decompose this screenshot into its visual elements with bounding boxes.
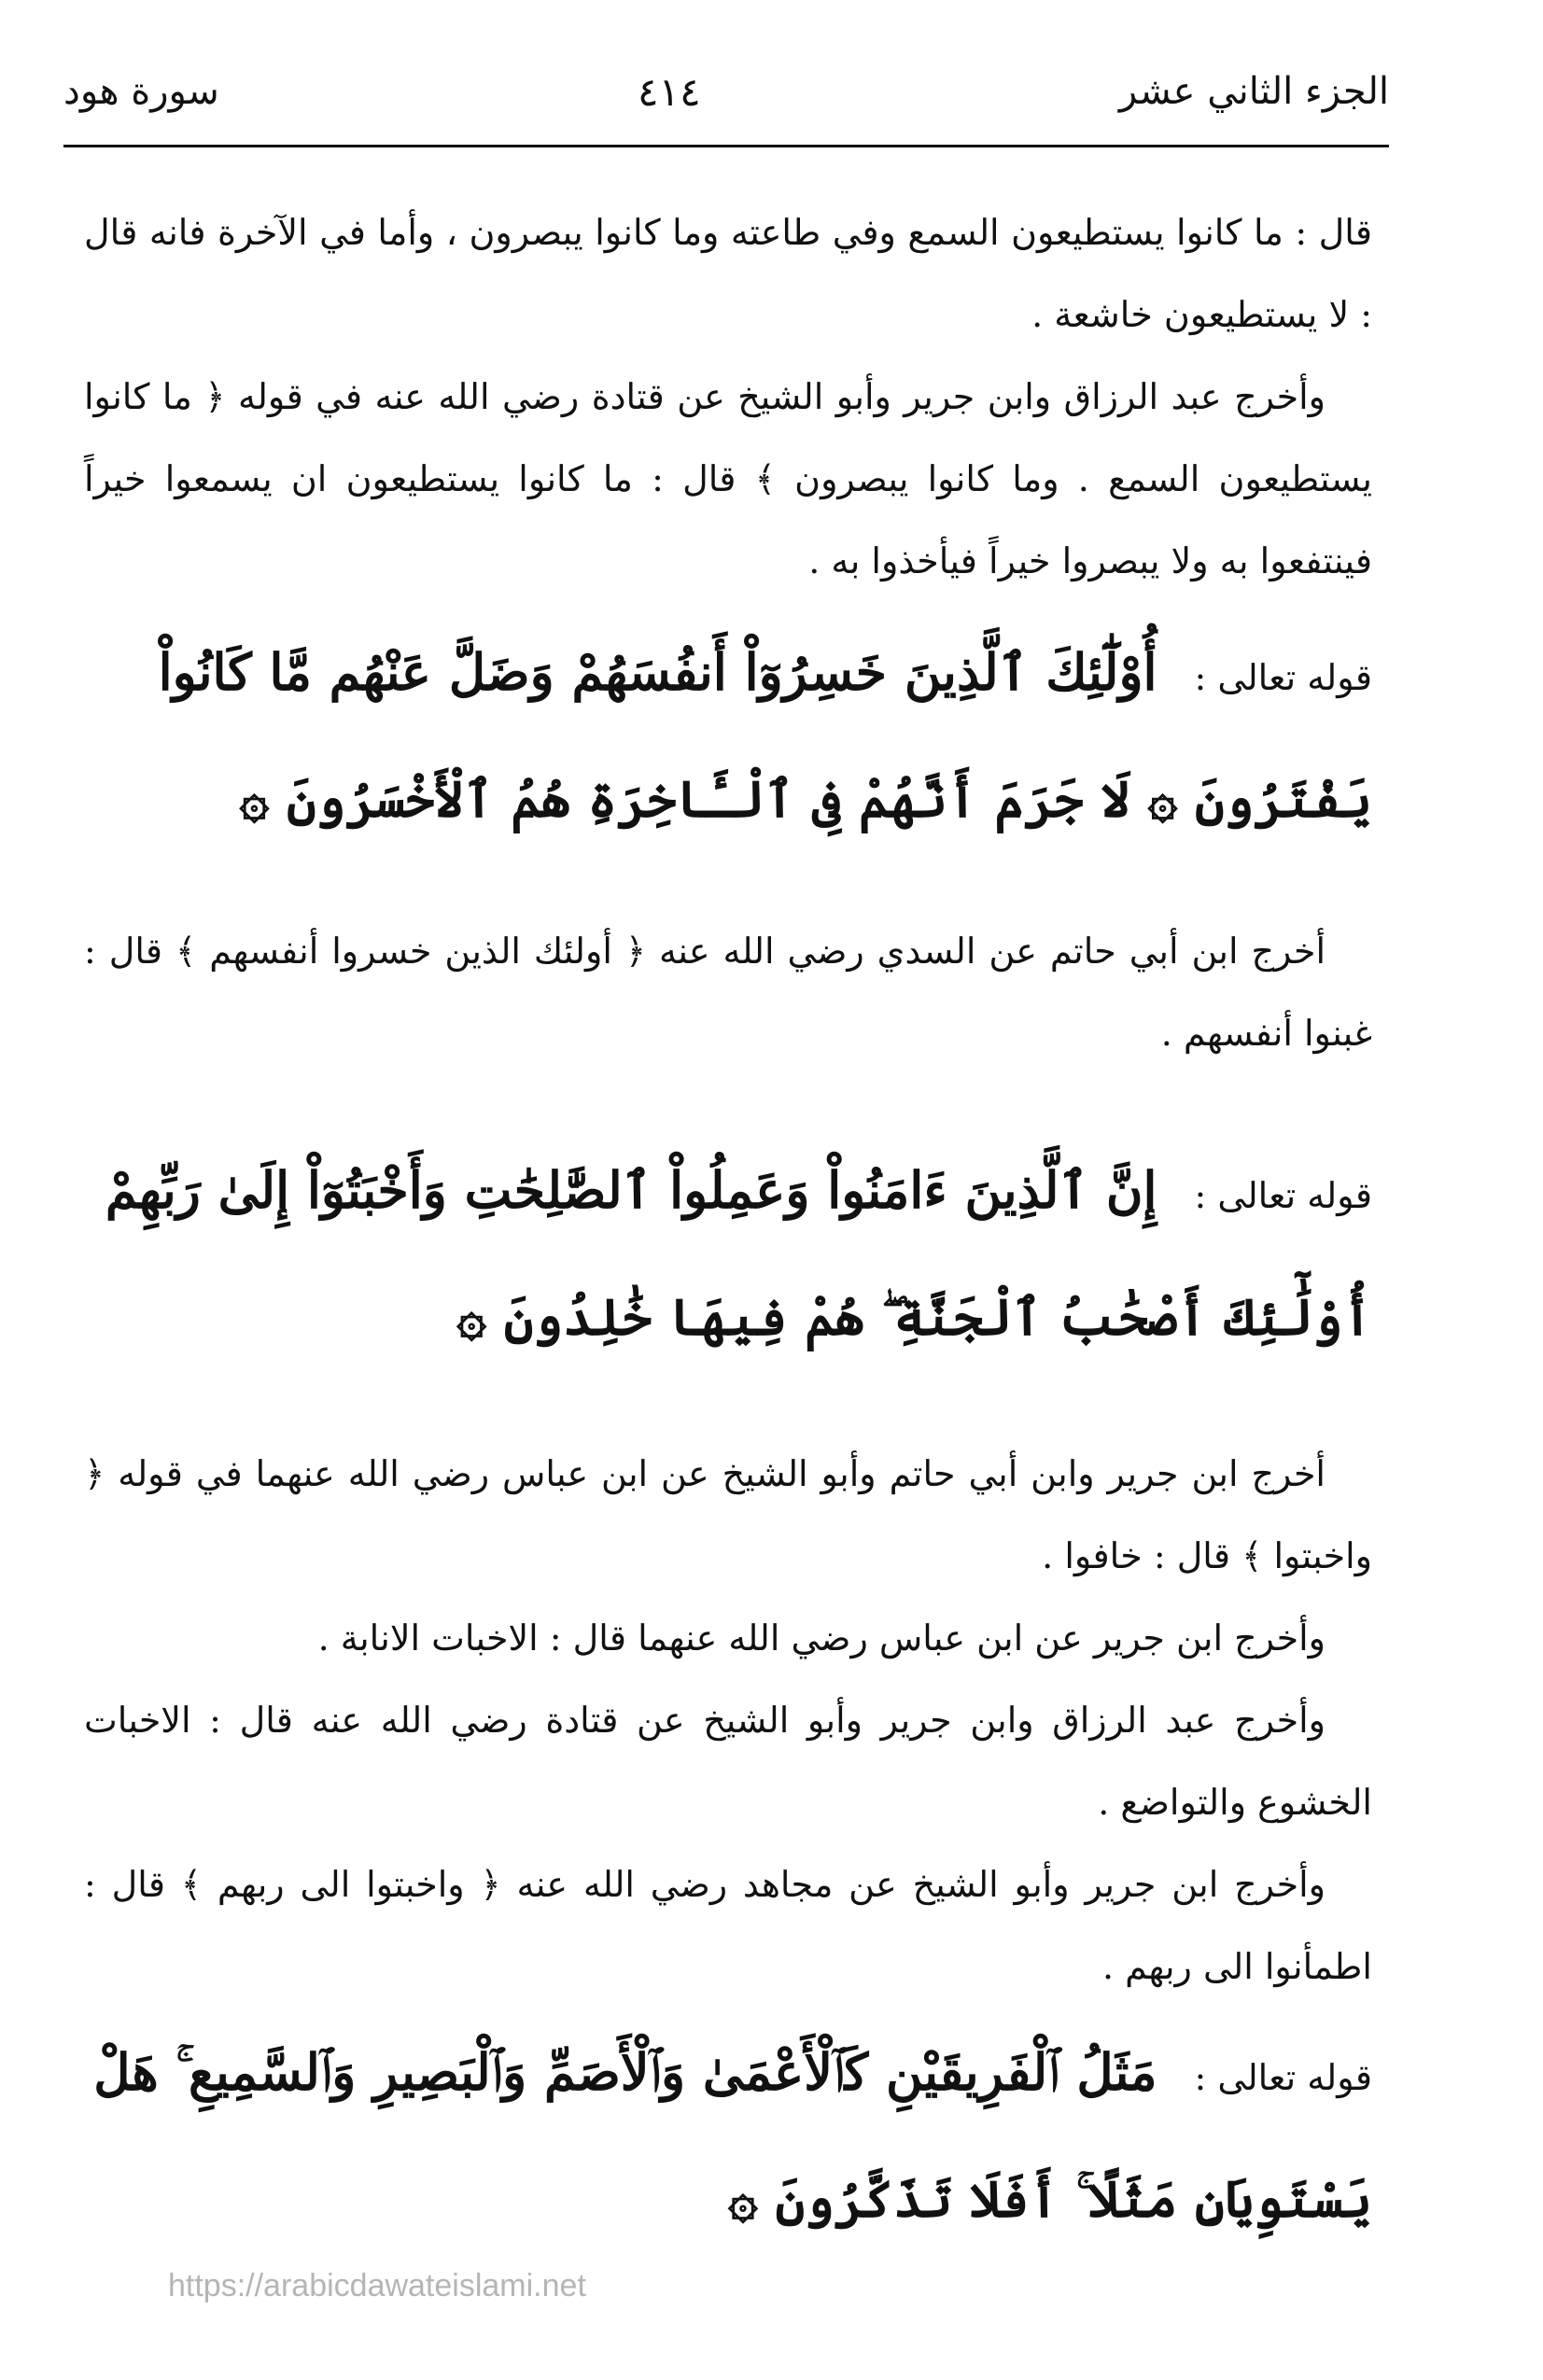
juz-title: الجزء الثاني عشر (1118, 70, 1389, 113)
verse-line: قوله تعالى :مَثَلُ ٱلْفَرِيقَيْنِ كَٱلْأَعْمَىٰ وَٱلْأَصَمِّ وَٱلْبَصِيرِ وَٱلسَّمِيعِ ۚ هَلْ (93, 2042, 1372, 2102)
quran-verse-3 (84, 2011, 1372, 2260)
commentary-line: أخرج ابن أبي حاتم عن السدي رضي الله عنه ﴿ أولئك الذين خسروا أنفسهم ﴾ قال : غبنوا أنفسهم . (84, 931, 1372, 1054)
verse-line: يَسْتَوِيَانِ مَثَلًا ۚ أَفَلَا تَذَكَّرُونَ ۞ (728, 2169, 1372, 2229)
commentary-line: وأخرج عبد الرزاق وابن جرير وأبو الشيخ عن قتادة رضي الله عنه في قوله ﴿ ما كانوا يستطيعون السمع . وما كانوا يبصرون ﴾ قال : ما كانوا يستطيعون ان يسمعوا خيراً فينتفعوا به ولا يبصروا خيراً فيأخذوا به . (84, 376, 1372, 581)
commentary-line: وأخرج عبد الرزاق وابن جرير وأبو الشيخ عن قتادة رضي الله عنه قال : الاخبات الخشوع والتواضع . (84, 1700, 1372, 1823)
commentary-line: وأخرج ابن جرير وأبو الشيخ عن مجاهد رضي الله عنه ﴿ واخبتوا الى ربهم ﴾ قال : اطمأنوا الى ربهم . (84, 1864, 1372, 1987)
verse-label: قوله تعالى : (1194, 657, 1372, 698)
commentary-line: قال : ما كانوا يستطيعون السمع وفي طاعته وما كانوا يبصرون ، وأما في الآخرة فانه قال : لا يستطيعون خاشعة . (84, 212, 1372, 335)
verse-line: يَفْتَرُونَ ۞ لَا جَرَمَ أَنَّهُمْ فِى ٱلْـَٔاخِرَةِ هُمُ ٱلْأَخْسَرُونَ ۞ (239, 769, 1372, 829)
commentary-paragraph-1 (84, 191, 1372, 602)
page-number: ٤١٤ (637, 68, 701, 115)
quran-verse-1 (84, 611, 1372, 860)
header-rule (63, 145, 1389, 147)
commentary-paragraph-2 (84, 910, 1372, 1074)
verse-line: أُوْلَٰٓئِكَ أَصْحَٰبُ ٱلْجَنَّةِ ۖ هُمْ فِيهَا خَٰلِدُونَ ۞ (456, 1287, 1372, 1347)
quran-verse-2 (84, 1129, 1372, 1378)
commentary-line: أخرج ابن جرير وابن أبي حاتم وأبو الشيخ عن ابن عباس رضي الله عنهما في قوله ﴿ واخبتوا ﴾ قال : خافوا . (84, 1453, 1372, 1576)
commentary-line: وأخرج ابن جرير عن ابن عباس رضي الله عنهما قال : الاخبات الانابة . (317, 1617, 1326, 1659)
verse-label: قوله تعالى : (1194, 2057, 1372, 2098)
page-header (63, 54, 1389, 129)
verse-line: قوله تعالى :إِنَّ ٱلَّذِينَ ءَامَنُواْ وَعَمِلُواْ ٱلصَّٰلِحَٰتِ وَأَخْبَتُوٓاْ إِلَىٰ رَبِّهِمْ (105, 1160, 1372, 1220)
watermark-url: https://arabicdawateislami.net (168, 2268, 586, 2303)
verse-line: قوله تعالى :أُوْلَٰٓئِكَ ٱلَّذِينَ خَسِرُوٓاْ أَنفُسَهُمْ وَضَلَّ عَنْهُم مَّا كَانُواْ (158, 642, 1372, 702)
commentary-paragraph-3 (84, 1433, 1372, 2008)
surah-title: سورة هود (63, 70, 219, 113)
verse-label: قوله تعالى : (1194, 1175, 1372, 1216)
